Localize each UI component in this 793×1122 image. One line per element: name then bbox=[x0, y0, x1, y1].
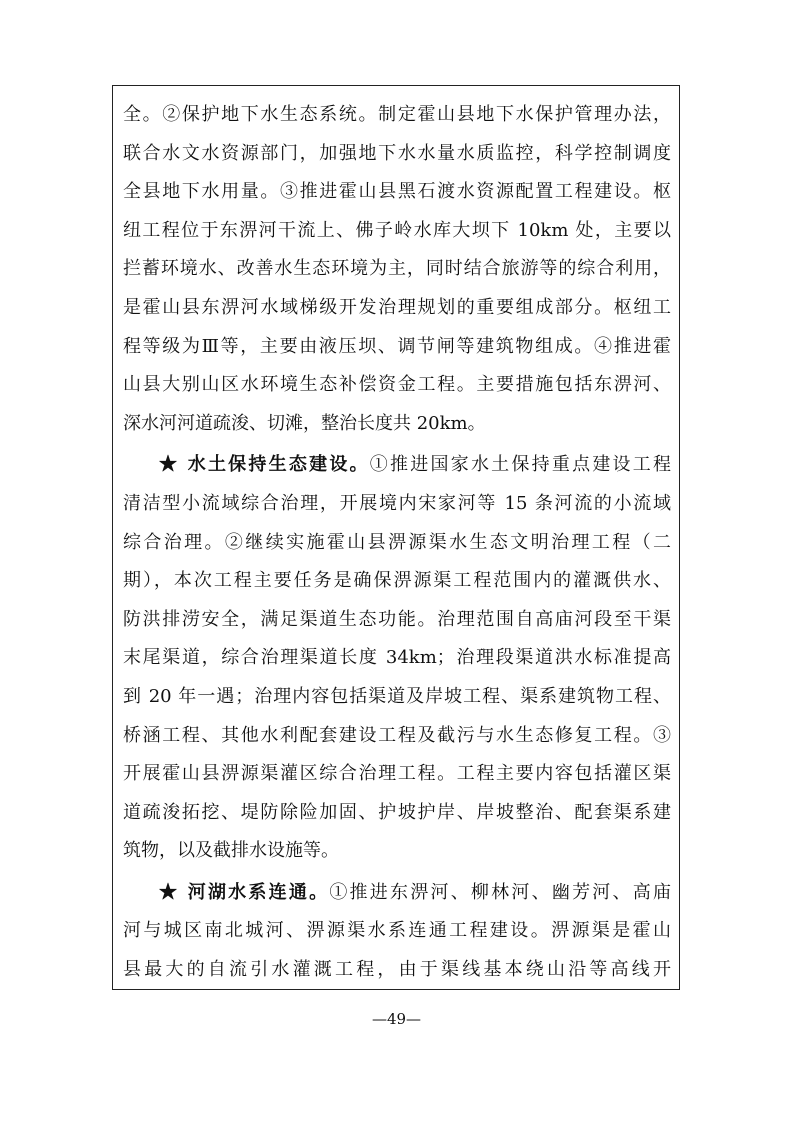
text-line-18: 开展霍山县淠源渠灌区综合治理工程。工程主要内容包括灌区渠 bbox=[123, 763, 671, 785]
section-line-soil-conservation bbox=[123, 446, 671, 485]
section-line-water-connectivity bbox=[123, 874, 671, 913]
text-line-14: 防洪排涝安全，满足渠道生态功能。治理范围自高庙河段至干渠 bbox=[123, 608, 671, 630]
text-line-1: 全。②保护地下水生态系统。制定霍山县地下水保护管理办法， bbox=[123, 104, 671, 125]
section-lead-text: ①推进东淠河、柳林河、幽芳河、高庙 bbox=[329, 881, 671, 903]
text-line-3: 全县地下水用量。③推进霍山县黑石渡水资源配置工程建设。枢 bbox=[123, 181, 671, 203]
text-frame bbox=[112, 85, 680, 990]
body-text bbox=[123, 96, 671, 990]
text-line-8: 山县大别山区水环境生态补偿资金工程。主要措施包括东淠河、 bbox=[123, 374, 671, 396]
text-line-13: 期），本次工程主要任务是确保淠源渠工程范围内的灌溉供水、 bbox=[123, 570, 671, 592]
text-line-19: 道疏浚拓挖、堤防除险加固、护坡护岸、岸坡整治、配套渠系建 bbox=[123, 801, 671, 823]
text-line-12: 综合治理。②继续实施霍山县淠源渠水生态文明治理工程（二 bbox=[123, 531, 671, 553]
text-line-9: 深水河河道疏浚、切滩，整治长度共 20km。 bbox=[123, 412, 486, 434]
page-number: —49— bbox=[371, 1010, 422, 1028]
text-line-23: 县最大的自流引水灌溉工程，由于渠线基本绕山沿等高线开 bbox=[123, 959, 671, 981]
section-heading-water-connectivity: ★ 河湖水系连通。 bbox=[159, 881, 330, 903]
text-line-16: 到 20 年一遇；治理内容包括渠道及岸坡工程、渠系建筑物工程、 bbox=[123, 685, 671, 707]
text-line-2: 联合水文水资源部门，加强地下水水量水质监控，科学控制调度 bbox=[123, 142, 671, 164]
section-heading-soil-conservation: ★ 水土保持生态建设。 bbox=[159, 454, 370, 476]
text-line-15: 末尾渠道，综合治理渠道长度 34km；治理段渠道洪水标准提高 bbox=[123, 647, 671, 669]
text-line-20: 筑物，以及截排水设施等。 bbox=[123, 840, 339, 862]
text-line-4: 纽工程位于东淠河干流上、佛子岭水库大坝下 10km 处，主要以 bbox=[123, 219, 671, 241]
text-line-5: 拦蓄环境水、改善水生态环境为主，同时结合旅游等的综合利用， bbox=[123, 258, 671, 280]
text-line-7: 程等级为Ⅲ等，主要由液压坝、调节闸等建筑物组成。④推进霍 bbox=[123, 335, 671, 357]
section-lead-text: ①推进国家水土保持重点建设工程 bbox=[369, 454, 671, 476]
text-line-22: 河与城区南北城河、淠源渠水系连通工程建设。淠源渠是霍山 bbox=[123, 920, 671, 942]
text-line-11: 清洁型小流域综合治理，开展境内宋家河等 15 条河流的小流域 bbox=[123, 492, 671, 514]
text-line-6: 是霍山县东淠河水域梯级开发治理规划的重要组成部分。枢纽工 bbox=[123, 296, 671, 318]
text-line-17: 桥涵工程、其他水利配套建设工程及截污与水生态修复工程。③ bbox=[123, 724, 671, 746]
